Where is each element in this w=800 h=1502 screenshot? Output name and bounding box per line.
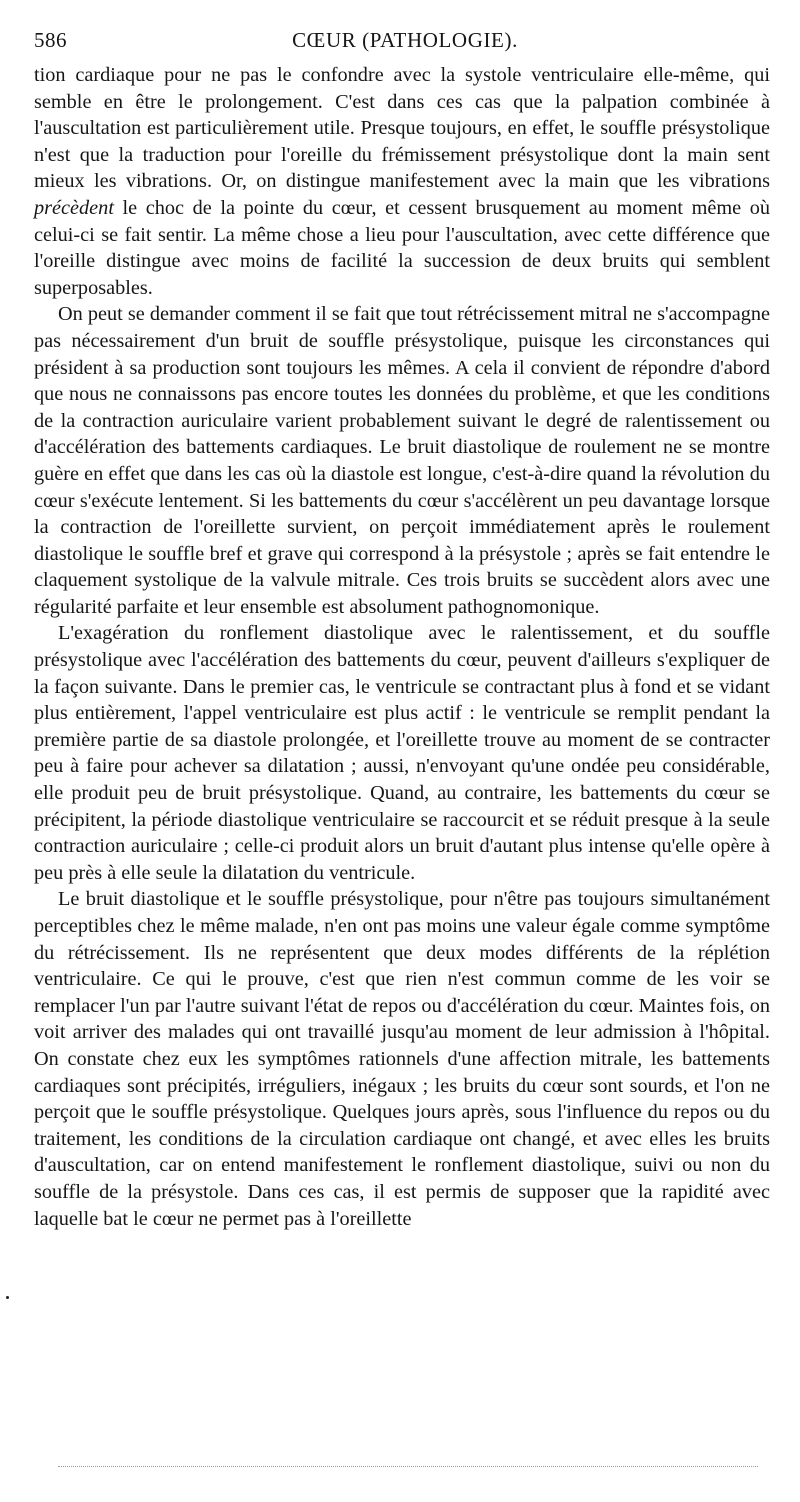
- book-page: [22, 22, 770, 1232]
- paragraph-2: On peut se demander comment il se fait que tout rétrécissement mitral ne s'accompagne pas nécessairement d'un bruit de souffle présystolique, puisque les circonstances qui président à sa production sont toujours les mêmes. A cela il convient de répondre d'abord que nous ne connaissons pas encore toutes les données du problème, et que les conditions de la contraction auriculaire varient probablement suivant le degré de ralentissement ou d'accélération des battements cardiaques. Le bruit diastolique de roulement ne se montre guère en effet que dans les cas où la diastole est longue, c'est-à-dire quand la révolution du cœur s'exécute lentement. Si les battements du cœur s'accélèrent un peu davantage lorsque la contraction de l'oreillette survient, on perçoit immédiatement après le roulement diastolique le souffle bref et grave qui correspond à la présystole ; après se fait entendre le claquement systolique de la valvule mitrale. Ces trois bruits se succèdent alors avec une régularité parfaite et leur ensemble est absolument pathognomonique.: [34, 303, 770, 618]
- bottom-rule: [58, 1466, 758, 1467]
- margin-mark: [6, 1296, 9, 1299]
- page-number: 586: [34, 28, 67, 52]
- running-head: [22, 22, 770, 62]
- paragraph-4: Le bruit diastolique et le souffle présystolique, pour n'être pas toujours simultanément perceptibles chez le même malade, n'en ont pas moins une valeur égale comme symptôme du rétrécissement. Ils ne représentent que deux modes différents de la réplétion ventriculaire. Ce qui le prouve, c'est que rien n'est commun comme de les voir se remplacer l'un par l'autre suivant l'état de repos ou d'accélération du cœur. Maintes fois, on voit arriver des malades qui ont travaillé jusqu'au moment de leur admission à l'hôpital. On constate chez eux les symptômes rationnels d'une affection mitrale, les battements cardiaques sont précipités, irréguliers, inégaux ; les bruits du cœur sont sourds, et l'on ne perçoit que le souffle présystolique. Quelques jours après, sous l'influence du repos ou du traitement, les conditions de la circulation cardiaque ont changé, et avec elles les bruits d'auscultation, car on entend manifestement le ronflement diastolique, suivi ou non du souffle de la présystole. Dans ces cas, il est permis de supposer que la rapidité avec laquelle bat le cœur ne permet pas à l'oreillette: [34, 888, 770, 1230]
- paragraph-1-text: tion cardiaque pour ne pas le confondre avec la systole ventriculaire elle-même, qui semble en être le prolongement. C'est dans ces cas que la palpation combinée à l'auscultation est particulièrement utile. Presque toujours, en effet, le souffle présystolique n'est que la traduction pour l'oreille du frémissement présystolique dont la main sent mieux les vibrations. Or, on distingue manifestement avec la main que les vibrations: [34, 64, 770, 193]
- paragraph-1-text-after: le choc de la pointe du cœur, et cessent brusquement au moment même où celui-ci se fait sentir. La même chose a lieu pour l'auscultation, avec cette différence que l'oreille distingue avec moins de facilité la succession de deux bruits qui semblent superposables.: [34, 196, 770, 299]
- paragraph-continued: [34, 62, 770, 301]
- running-title: CŒUR (PATHOLOGIE).: [292, 28, 518, 52]
- body-text: [22, 62, 770, 1232]
- paragraph-1-emphasis: précèdent: [34, 196, 114, 219]
- paragraph-3: L'exagération du ronflement diastolique avec le ralentissement, et du souffle présystolique avec l'accélération des battements du cœur, peuvent d'ailleurs s'expliquer de la façon suivante. Dans le premier cas, le ventricule se contractant plus à fond et se vidant plus entièrement, l'appel ventriculaire est plus actif : le ventricule se remplit pendant la première partie de sa diastole prolongée, et l'oreillette trouve au moment de se contracter peu à faire pour achever sa dilatation ; aussi, n'envoyant qu'une ondée peu considérable, elle produit peu de bruit présystolique. Quand, au contraire, les battements du cœur se précipitent, la période diastolique ventriculaire se raccourcit et se réduit presque à la seule contraction auriculaire ; celle-ci produit alors un bruit d'autant plus intense qu'elle opère à peu près à elle seule la dilatation du ventricule.: [34, 622, 770, 884]
